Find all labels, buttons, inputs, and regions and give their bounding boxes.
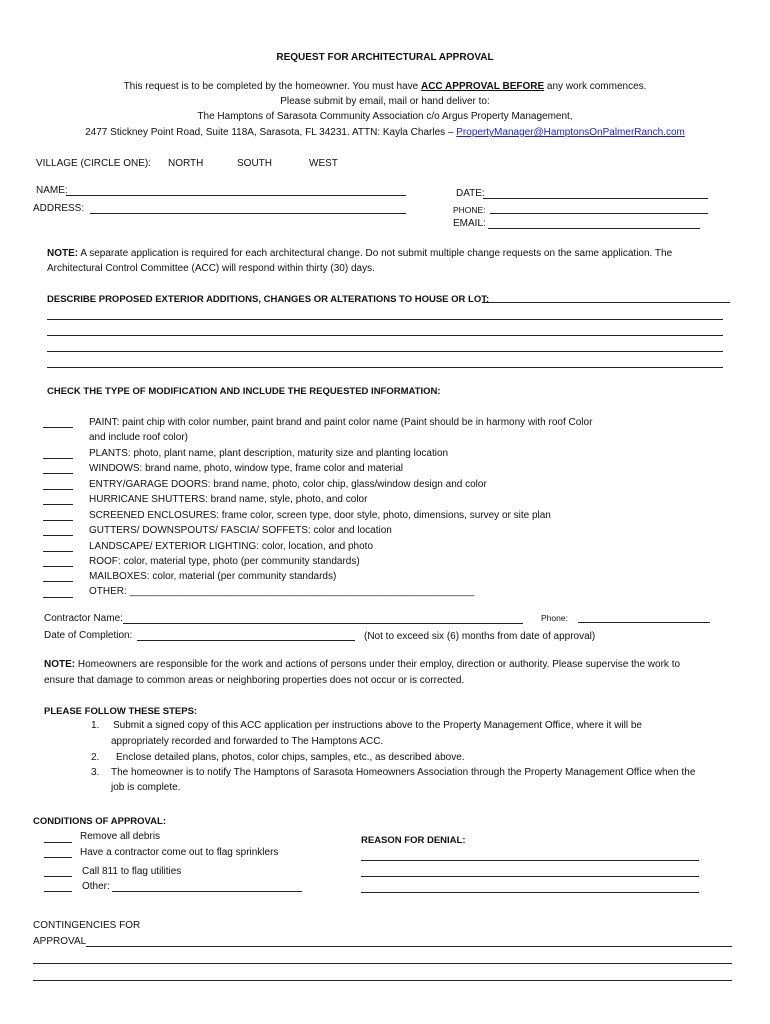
denial-line-2[interactable] — [361, 876, 699, 877]
mod-plants: PLANTS: photo, plant name, plant description, maturity size and planting location — [89, 448, 449, 459]
checkbox-blank-gutters[interactable] — [43, 535, 73, 536]
phone-label: PHONE: — [453, 205, 486, 215]
village-option-north[interactable]: NORTH — [168, 158, 204, 169]
checkbox-blank-roof[interactable] — [43, 566, 73, 567]
village-option-south[interactable]: SOUTH — [237, 158, 272, 169]
condition-blank-sprinklers[interactable] — [44, 857, 72, 858]
condition-other-field[interactable] — [112, 891, 302, 892]
step-1-num: 1. — [91, 720, 100, 731]
step-1-line-2: appropriately recorded and forwarded to The Hamptons ACC. — [111, 736, 384, 747]
address-label: ADDRESS: — [33, 203, 85, 214]
condition-sprinklers: Have a contractor come out to flag sprinklers — [80, 847, 279, 858]
address-field[interactable] — [90, 213, 406, 214]
condition-blank-debris[interactable] — [44, 842, 72, 843]
email-field[interactable] — [488, 228, 700, 229]
contingencies-line-1: CONTINGENCIES FOR — [33, 920, 141, 931]
phone-field[interactable] — [490, 213, 708, 214]
condition-debris: Remove all debris — [80, 831, 161, 842]
contingencies-line-2: APPROVAL — [33, 936, 87, 947]
contingencies-line-c[interactable] — [33, 980, 732, 981]
step-1-line-1: Submit a signed copy of this ACC application per instructions above to the Property Management Office, where it will be — [113, 720, 642, 731]
note-1-line-1 — [47, 248, 672, 260]
intro-line-1 — [0, 81, 770, 93]
mod-paint: PAINT: paint chip with color number, paint brand and paint color name (Paint should be in harmony with roof Color — [89, 417, 593, 428]
name-field[interactable] — [66, 195, 406, 196]
checkbox-blank-doors[interactable] — [43, 489, 73, 490]
condition-811: Call 811 to flag utilities — [82, 866, 182, 877]
checkbox-blank-other[interactable] — [43, 597, 73, 598]
contingencies-line-b[interactable] — [33, 963, 732, 964]
step-2-num: 2. — [91, 752, 100, 763]
mod-lighting: LANDSCAPE/ EXTERIOR LIGHTING: color, location, and photo — [89, 541, 374, 552]
intro-line-4 — [0, 127, 770, 139]
step-2-line-1: Enclose detailed plans, photos, color chips, samples, etc., as described above. — [116, 752, 465, 763]
condition-other: Other: — [82, 881, 110, 892]
describe-line-4[interactable] — [47, 367, 723, 368]
describe-line-2[interactable] — [47, 335, 723, 336]
email-link[interactable]: PropertyManager@HamptonsOnPalmerRanch.com — [456, 127, 685, 138]
completion-field[interactable] — [137, 640, 355, 641]
steps-heading: PLEASE FOLLOW THESE STEPS: — [44, 706, 198, 717]
describe-label: DESCRIBE PROPOSED EXTERIOR ADDITIONS, CHANGES OR ALTERATIONS TO HOUSE OR LOT: — [47, 294, 490, 305]
contractor-phone-field[interactable] — [578, 622, 710, 623]
checkbox-blank-windows[interactable] — [43, 473, 73, 474]
note-2-label: NOTE: — [44, 659, 76, 670]
denial-line-1[interactable] — [361, 860, 699, 861]
intro-line-3: The Hamptons of Sarasota Community Association c/o Argus Property Management, — [197, 111, 573, 122]
mod-doors: ENTRY/GARAGE DOORS: brand name, photo, color chip, glass/window design and color — [89, 479, 487, 490]
intro-line-1-pre: This request is to be completed by the homeowner. You must have — [123, 81, 421, 92]
village-label: VILLAGE (CIRCLE ONE): — [36, 158, 152, 169]
mod-mailboxes: MAILBOXES: color, material (per community standards) — [89, 571, 337, 582]
village-option-west[interactable]: WEST — [309, 158, 338, 169]
date-field[interactable] — [483, 198, 708, 199]
step-3-line-1: The homeowner is to notify The Hamptons of Sarasota Homeowners Association through the Property Management Office when the — [111, 767, 696, 778]
note-2-text: Homeowners are responsible for the work and actions of persons under their employ, direction or authority. Please supervise the work to — [75, 659, 681, 670]
checkbox-blank-enclosures[interactable] — [43, 520, 73, 521]
condition-blank-other[interactable] — [44, 891, 72, 892]
checkbox-blank-shutters[interactable] — [43, 504, 73, 505]
checkbox-blank-plants[interactable] — [43, 458, 73, 459]
describe-line-1[interactable] — [47, 319, 723, 320]
check-heading: CHECK THE TYPE OF MODIFICATION AND INCLUDE THE REQUESTED INFORMATION: — [47, 386, 441, 397]
note-2-line-1 — [44, 659, 680, 671]
acc-approval-emphasis: ACC APPROVAL BEFORE — [420, 81, 545, 92]
contingencies-line-a[interactable] — [86, 946, 732, 947]
date-label: DATE: — [456, 188, 485, 199]
page-title: REQUEST FOR ARCHITECTURAL APPROVAL — [276, 52, 494, 63]
conditions-heading: CONDITIONS OF APPROVAL: — [33, 816, 166, 827]
mod-gutters: GUTTERS/ DOWNSPOUTS/ FASCIA/ SOFFETS: color and location — [89, 525, 392, 536]
completion-note: (Not to exceed six (6) months from date of approval) — [364, 631, 596, 642]
note-1-text: A separate application is required for each architectural change. Do not submit multiple change requests on the same application. The — [78, 248, 673, 259]
note-1-label: NOTE: — [47, 248, 79, 259]
intro-address: 2477 Stickney Point Road, Suite 118A, Sarasota, FL 34231. ATTN: Kayla Charles – — [85, 127, 457, 138]
denial-heading: REASON FOR DENIAL: — [361, 835, 466, 846]
condition-blank-811[interactable] — [44, 876, 72, 877]
checkbox-blank-paint[interactable] — [43, 427, 73, 428]
contractor-name-label: Contractor Name: — [44, 613, 123, 624]
mod-enclosures: SCREENED ENCLOSURES: frame color, screen type, door style, photo, dimensions, survey or site plan — [89, 510, 551, 521]
checkbox-blank-mailboxes[interactable] — [43, 581, 73, 582]
checkbox-blank-lighting[interactable] — [43, 551, 73, 552]
denial-line-3[interactable] — [361, 892, 699, 893]
contractor-phone-label: Phone: — [541, 613, 568, 623]
step-3-num: 3. — [91, 767, 100, 778]
note-1-line-2: Architectural Control Committee (ACC) will respond within thirty (30) days. — [47, 263, 375, 274]
note-2-line-2: ensure that damage to common areas or neighboring properties does not occur or is corrected. — [44, 675, 465, 686]
mod-windows: WINDOWS: brand name, photo, window type, frame color and material — [89, 463, 404, 474]
intro-line-1-post: any work commences. — [544, 81, 647, 92]
describe-line-3[interactable] — [47, 351, 723, 352]
contractor-name-field[interactable] — [123, 623, 523, 624]
intro-line-2: Please submit by email, mail or hand deliver to: — [280, 96, 490, 107]
step-3-line-2: job is complete. — [111, 782, 181, 793]
completion-label: Date of Completion: — [44, 630, 133, 641]
mod-shutters: HURRICANE SHUTTERS: brand name, style, photo, and color — [89, 494, 368, 505]
mod-roof: ROOF: color, material type, photo (per community standards) — [89, 556, 360, 567]
mod-paint-cont: and include roof color) — [89, 432, 188, 443]
mod-other: OTHER: ______________________________________________________________ — [89, 586, 475, 597]
name-label: NAME: — [36, 185, 68, 196]
email-label: EMAIL: — [453, 218, 486, 229]
describe-line-0[interactable] — [482, 302, 730, 303]
